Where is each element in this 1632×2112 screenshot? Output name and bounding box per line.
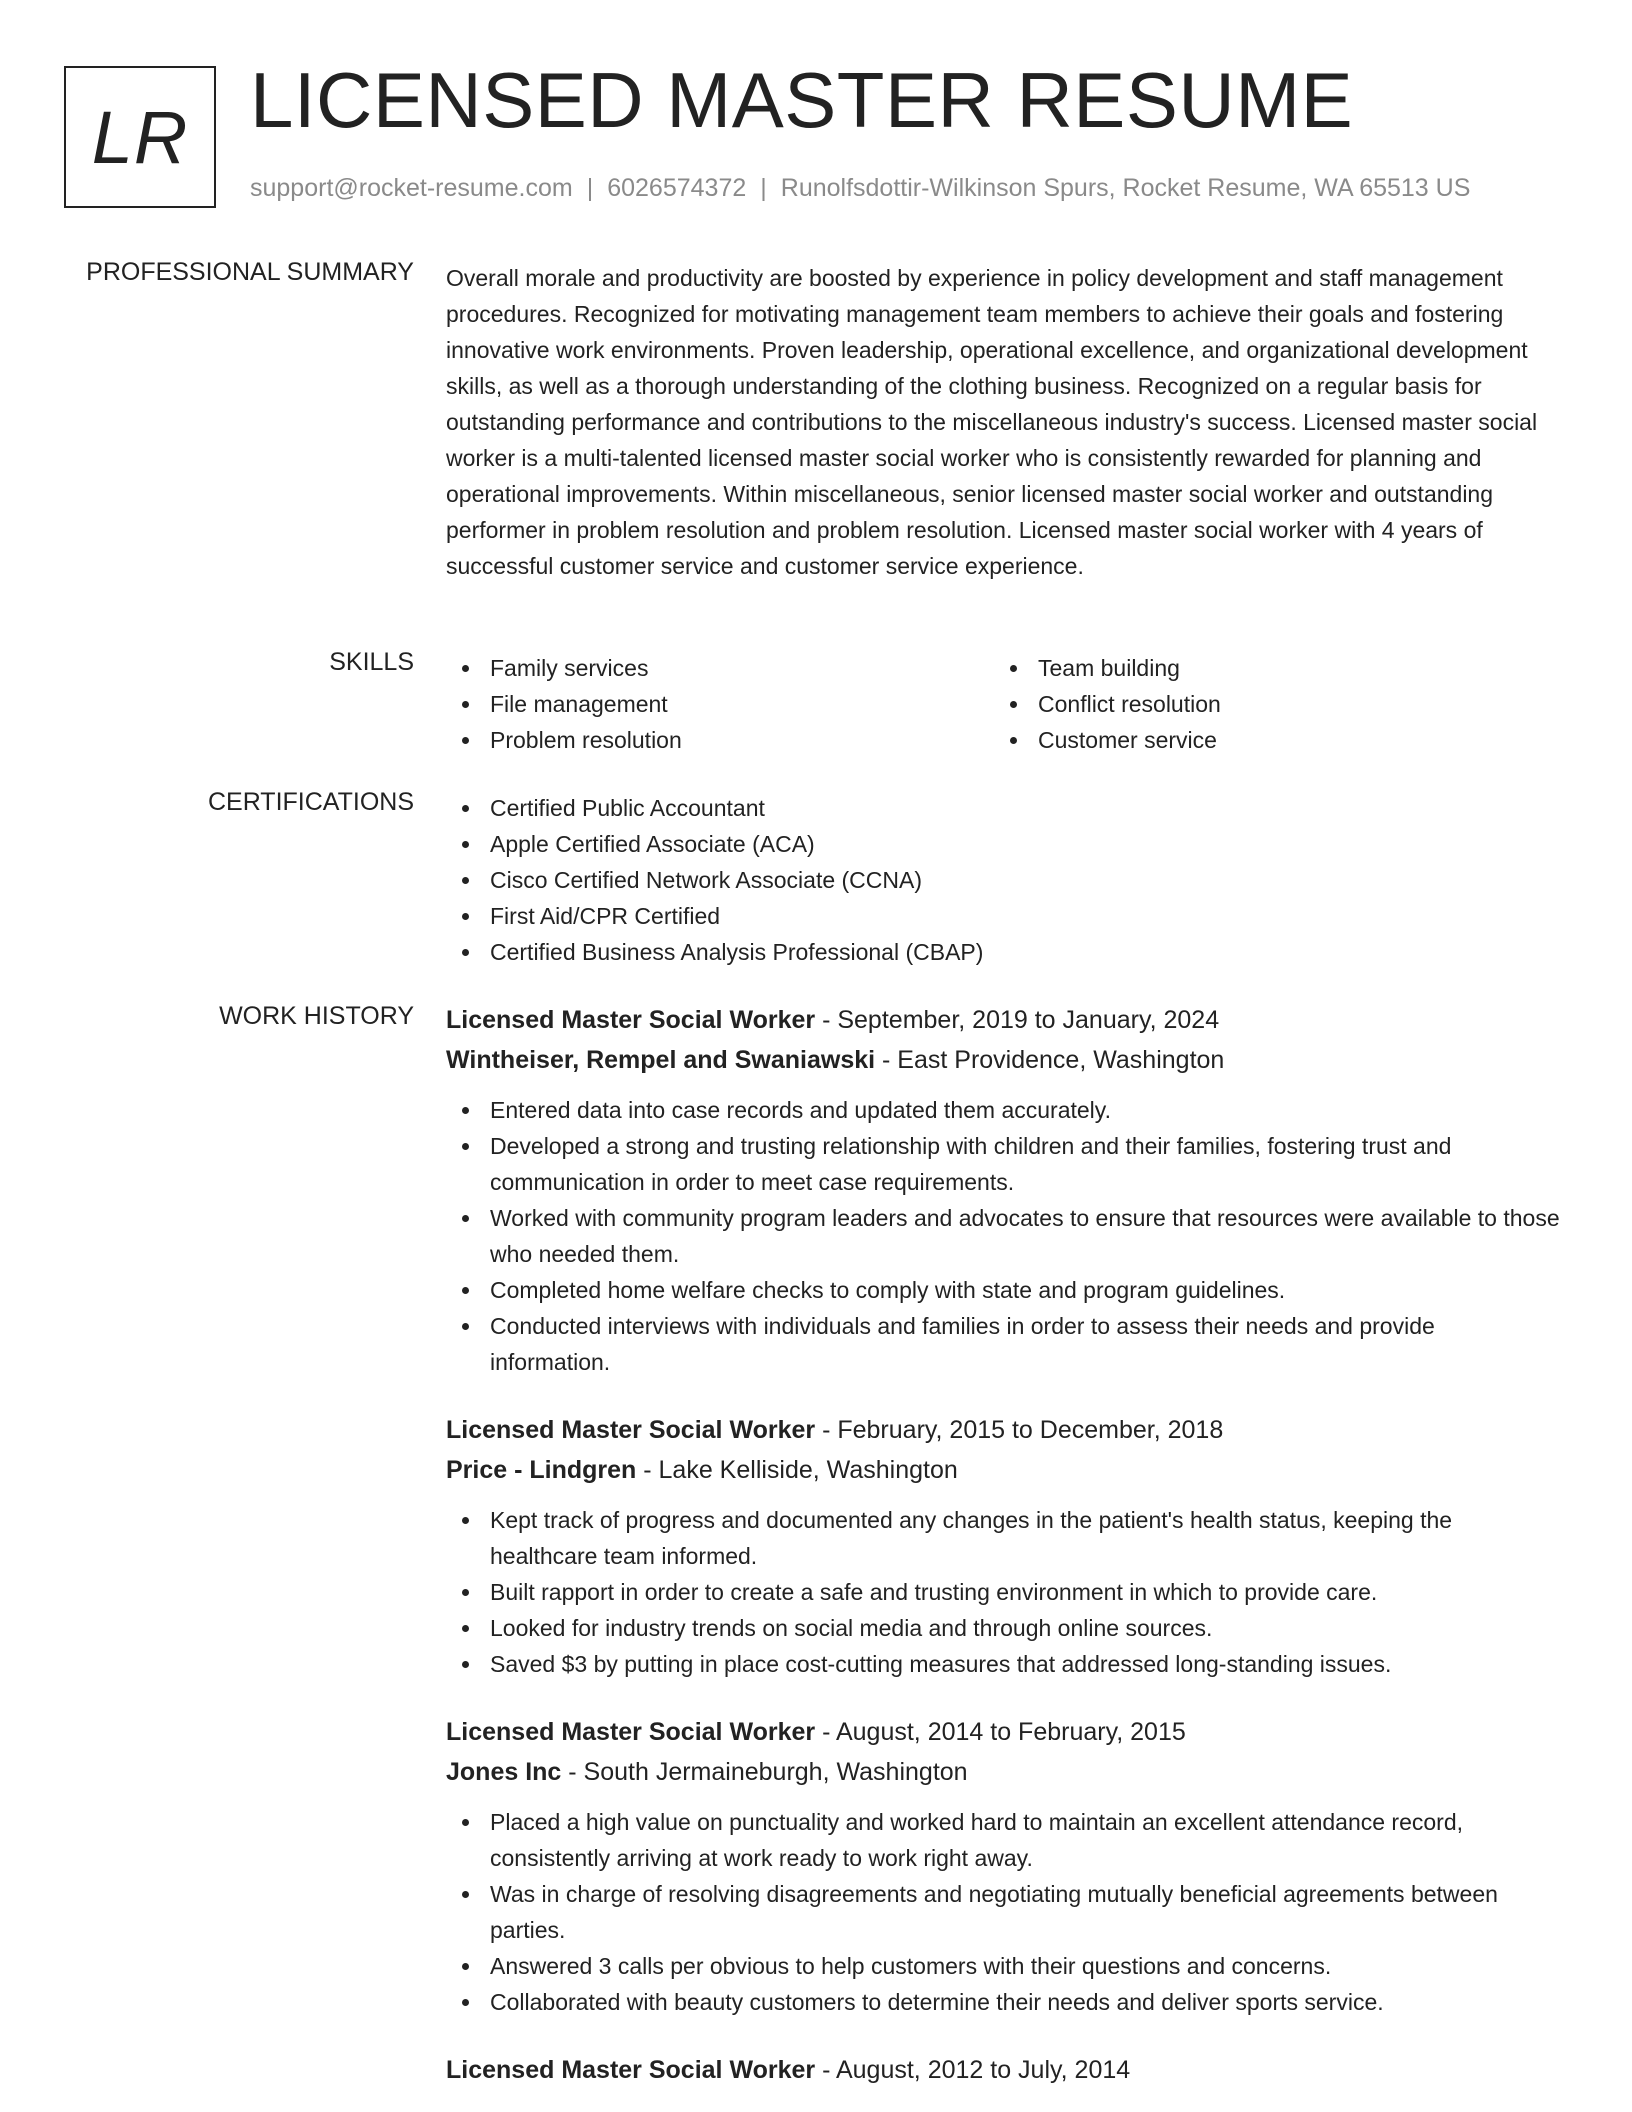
job-duty-item: Collaborated with beauty customers to determine their needs and deliver sports service. — [446, 1984, 1560, 2020]
work-history-body — [446, 1000, 1560, 2112]
certification-item: Cisco Certified Network Associate (CCNA) — [446, 862, 1560, 898]
job-duty-item: Completed home welfare checks to comply with state and program guidelines. — [446, 1272, 1560, 1308]
job-entry — [446, 1712, 1560, 2020]
job-duty-item: Developed a strong and trusting relationship with children and their families, fostering trust and communication in order to meet case requirements. — [446, 1128, 1560, 1200]
job-entry — [446, 1410, 1560, 1682]
monogram-initials: LR — [91, 95, 189, 179]
job-title-line — [446, 1712, 1560, 1752]
monogram-logo — [64, 66, 216, 208]
job-duty-item: Was in charge of resolving disagreements and negotiating mutually beneficial agreements between parties. — [446, 1876, 1560, 1948]
job-duty-item: Conducted interviews with individuals and families in order to assess their needs and provide information. — [446, 1308, 1560, 1380]
job-duty-item: Kept track of progress and documented any changes in the patient's health status, keeping the healthcare team informed. — [446, 1502, 1560, 1574]
job-duty-item: Saved $3 by putting in place cost-cutting measures that addressed long-standing issues. — [446, 1646, 1560, 1682]
contact-address: Runolfsdottir-Wilkinson Spurs, Rocket Resume, WA 65513 US — [780, 174, 1471, 202]
job-location: - Lake Kelliside, Washington — [636, 1456, 958, 1484]
section-heading-work-history: WORK HISTORY — [219, 1002, 414, 1030]
job-duties-list — [446, 1502, 1560, 1682]
contact-separator: | — [760, 174, 767, 202]
job-duty-item: Worked with community program leaders and advocates to ensure that resources were available to those who needed them. — [446, 1200, 1560, 1272]
summary-text: Overall morale and productivity are boosted by experience in policy development and staff management procedures. Recognized for motivating management team members to achieve their goals and fostering innovative work environments. Proven leadership, operational excellence, and organizational development skills, as well as a thorough understanding of the clothing business. Recognized on a regular basis for outstanding performance and contributions to the miscellaneous industry's success. Licensed master social worker is a multi-talented licensed master social worker who is consistently rewarded for planning and operational improvements. Within miscellaneous, senior licensed master social worker and outstanding performer in problem resolution and problem resolution. Licensed master social worker with 4 years of successful customer service and customer service experience. — [446, 265, 1538, 579]
contact-email[interactable]: support@rocket-resume.com — [250, 174, 573, 202]
job-entry — [446, 1000, 1560, 1380]
job-duties-list — [446, 1804, 1560, 2020]
certification-item: Certified Public Accountant — [446, 790, 1560, 826]
contact-separator: | — [586, 174, 594, 202]
job-duty-item: Entered data into case records and updated them accurately. — [446, 1092, 1560, 1128]
contact-line — [250, 174, 1470, 203]
section-heading-skills: SKILLS — [329, 648, 414, 676]
job-company: Jones Inc — [446, 1758, 562, 1786]
skills-list-left — [446, 650, 994, 758]
skills-list-right — [994, 650, 1542, 758]
job-company: Price - Lindgren — [446, 1456, 637, 1484]
skill-item: File management — [446, 686, 994, 722]
job-title: Licensed Master Social Worker — [446, 1416, 816, 1444]
job-title: Licensed Master Social Worker — [446, 2056, 816, 2084]
job-entry — [446, 2050, 1560, 2090]
job-title: Licensed Master Social Worker — [446, 1718, 816, 1746]
job-dates: - August, 2014 to February, 2015 — [815, 1718, 1186, 1746]
job-title: Licensed Master Social Worker — [446, 1006, 816, 1034]
skill-item: Team building — [994, 650, 1542, 686]
skill-item: Problem resolution — [446, 722, 994, 758]
contact-phone[interactable]: 6026574372 — [607, 174, 747, 202]
section-heading-certifications: CERTIFICATIONS — [207, 788, 414, 816]
job-duty-item: Placed a high value on punctuality and worked hard to maintain an excellent attendance record, consistently arriving at work ready to work right away. — [446, 1804, 1560, 1876]
job-company-line — [446, 1752, 1560, 1792]
job-company: Wintheiser, Rempel and Swaniawski — [446, 1046, 876, 1074]
skills-body — [446, 650, 1560, 758]
job-dates: - August, 2012 to July, 2014 — [815, 2056, 1131, 2084]
skill-item: Customer service — [994, 722, 1542, 758]
certification-item: Apple Certified Associate (ACA) — [446, 826, 1560, 862]
certification-item: First Aid/CPR Certified — [446, 898, 1560, 934]
job-dates: - February, 2015 to December, 2018 — [815, 1416, 1224, 1444]
job-company-line — [446, 1450, 1560, 1490]
section-heading-summary: PROFESSIONAL SUMMARY — [86, 258, 414, 286]
skill-item: Conflict resolution — [994, 686, 1542, 722]
skill-item: Family services — [446, 650, 994, 686]
job-dates: - September, 2019 to January, 2024 — [815, 1006, 1220, 1034]
job-location: - South Jermaineburgh, Washington — [561, 1758, 968, 1786]
job-location: - East Providence, Washington — [875, 1046, 1225, 1074]
job-duties-list — [446, 1092, 1560, 1380]
job-duty-item: Built rapport in order to create a safe and trusting environment in which to provide care. — [446, 1574, 1560, 1610]
certifications-list — [446, 790, 1560, 970]
job-company-line — [446, 1040, 1560, 1080]
job-title-line — [446, 1410, 1560, 1450]
certifications-body — [446, 790, 1560, 970]
certification-item: Certified Business Analysis Professional (CBAP) — [446, 934, 1560, 970]
job-title-line — [446, 1000, 1560, 1040]
job-duty-item: Answered 3 calls per obvious to help customers with their questions and concerns. — [446, 1948, 1560, 1984]
job-duty-item: Looked for industry trends on social media and through online sources. — [446, 1610, 1560, 1646]
page-title: LICENSED MASTER RESUME — [250, 56, 1354, 144]
job-title-line — [446, 2050, 1560, 2090]
